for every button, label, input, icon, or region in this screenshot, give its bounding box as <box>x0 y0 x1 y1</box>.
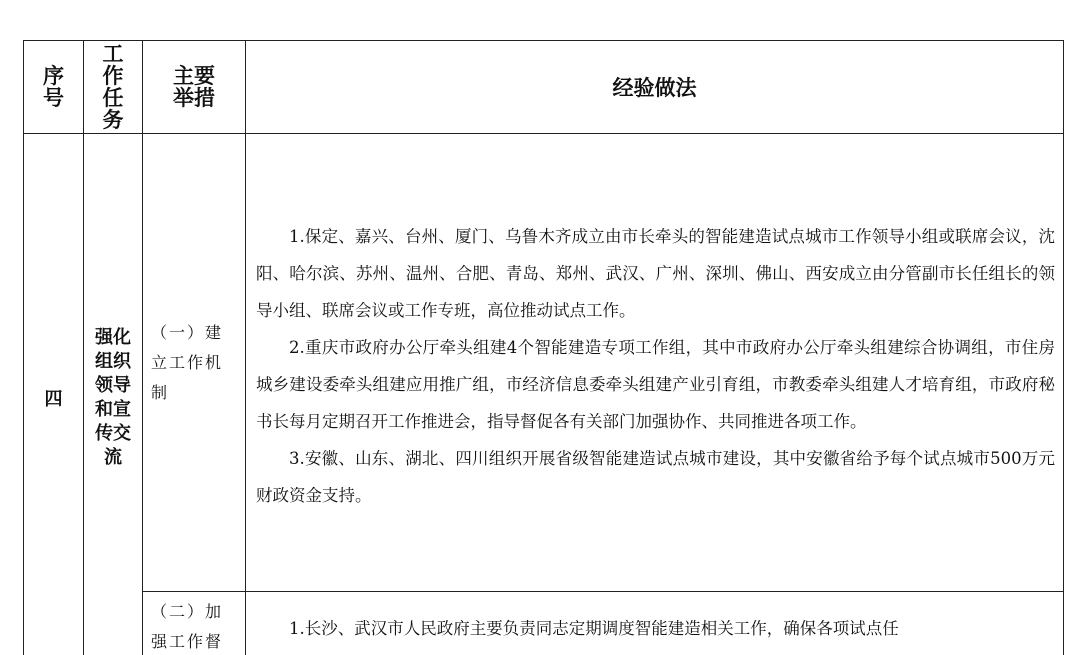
header-measure-cell <box>143 41 246 134</box>
table-header-row <box>24 41 1064 134</box>
experience-paragraph: 1.保定、嘉兴、台州、厦门、乌鲁木齐成立由市长牵头的智能建造试点城市工作领导小组或联席会议，沈阳、哈尔滨、苏州、温州、合肥、青岛、郑州、武汉、广州、深圳、佛山、西安成立由分管副市长任组长的领导小组、联席会议或工作专班，高位推动试点工作。 <box>256 226 1055 320</box>
row-task: 强化组织领导和宣传交流 <box>95 326 131 468</box>
header-task-cell <box>84 41 143 134</box>
table-row <box>24 134 1064 592</box>
header-experience-cell <box>246 41 1064 134</box>
table-row <box>24 592 1064 655</box>
header-measure: 主要举措 <box>173 64 215 110</box>
seq-cell <box>24 134 84 655</box>
header-seq: 序号 <box>43 64 64 110</box>
header-task: 工作任务 <box>102 42 124 132</box>
measure-cell <box>143 134 246 592</box>
experience-paragraph: 3.安徽、山东、湖北、四川组织开展省级智能建造试点城市建设，其中安徽省给予每个试点城市500万元财政资金支持。 <box>256 448 1055 505</box>
experience-paragraph: 2.重庆市政府办公厅牵头组建4个智能建造专项工作组，其中市政府办公厅牵头组建综合协调组，市住房城乡建设委牵头组建应用推广组，市经济信息委牵头组建产业引育组，市教委牵头组建人才培育组，市政府秘书长每月定期召开工作推进会，指导督促各有关部门加强协作、共同推进各项工作。 <box>256 337 1055 431</box>
header-seq-cell <box>24 41 84 134</box>
experience-paragraph: 1.长沙、武汉市人民政府主要负责同志定期调度智能建造相关工作，确保各项试点任 <box>289 619 899 638</box>
experience-cell <box>246 592 1064 655</box>
task-cell <box>84 134 143 655</box>
header-experience: 经验做法 <box>612 76 697 100</box>
experience-cell <box>246 134 1064 592</box>
row-seq: 四 <box>44 388 63 410</box>
row-measure: （二）加强工作督 <box>151 601 224 651</box>
row-measure: （一）建立工作机制 <box>151 322 224 402</box>
experience-table <box>23 40 1064 655</box>
measure-cell <box>143 592 246 655</box>
